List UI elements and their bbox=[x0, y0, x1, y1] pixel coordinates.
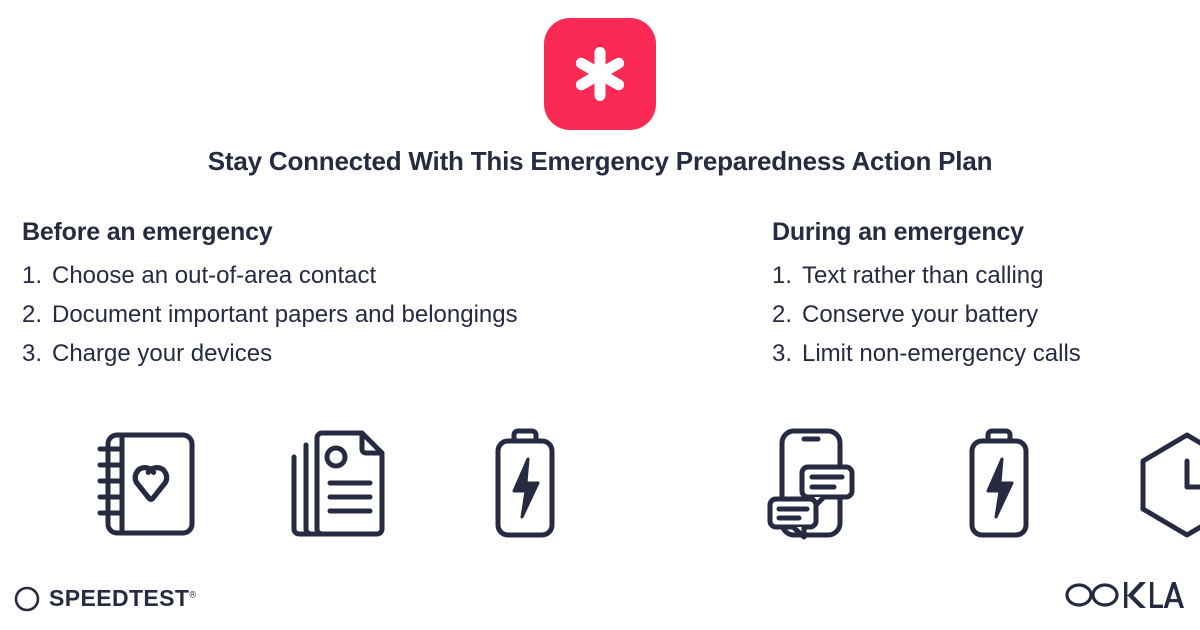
notebook-heart-icon bbox=[86, 421, 212, 547]
list-item bbox=[772, 296, 1192, 335]
list-item-number: 1. bbox=[22, 262, 43, 289]
list-item-number: 3. bbox=[772, 339, 793, 367]
steps-list-during bbox=[772, 257, 1192, 374]
icon-row-before bbox=[86, 418, 526, 550]
asterisk-icon bbox=[569, 43, 631, 105]
icon-cell bbox=[462, 418, 588, 550]
list-item-text: Charge your devices bbox=[52, 339, 273, 367]
ookla-logo bbox=[1064, 580, 1184, 610]
list-item bbox=[772, 257, 1192, 296]
battery-charge-icon bbox=[936, 421, 1062, 547]
steps-list-before bbox=[22, 257, 762, 374]
phone-message-icon bbox=[748, 421, 874, 547]
column-heading-before: Before an emergency bbox=[22, 218, 273, 246]
documents-stack-icon bbox=[274, 421, 400, 547]
page-title: Stay Connected With This Emergency Preparedness Action Plan bbox=[207, 146, 993, 176]
speedtest-trademark: ® bbox=[189, 589, 197, 600]
list-item-text: Conserve your battery bbox=[802, 300, 1039, 328]
icon-cell bbox=[748, 418, 874, 550]
ookla-wordmark-icon bbox=[1064, 580, 1184, 610]
speedtest-brand-text: SPEEDTEST bbox=[49, 585, 190, 611]
list-item-number: 2. bbox=[772, 300, 793, 328]
clock-hexagon-icon bbox=[1124, 421, 1200, 547]
badge-container bbox=[0, 18, 1200, 130]
list-item bbox=[22, 335, 762, 374]
emergency-badge bbox=[544, 18, 656, 130]
icon-cell bbox=[936, 418, 1062, 550]
list-item-text: Document important papers and belongings bbox=[52, 300, 518, 328]
list-item-text: Text rather than calling bbox=[802, 262, 1044, 289]
list-item bbox=[22, 296, 762, 335]
icon-cell bbox=[274, 418, 400, 550]
list-item bbox=[22, 257, 762, 296]
column-before-emergency bbox=[22, 218, 762, 374]
speedtest-wordmark bbox=[49, 585, 196, 612]
list-item-number: 1. bbox=[772, 262, 793, 289]
column-heading-during: During an emergency bbox=[772, 218, 1024, 246]
list-item-text: Limit non-emergency calls bbox=[802, 339, 1081, 367]
icon-cell bbox=[1124, 418, 1200, 550]
list-item-text: Choose an out-of-area contact bbox=[52, 262, 377, 289]
list-item-number: 3. bbox=[22, 339, 43, 367]
speedtest-logo bbox=[14, 585, 196, 612]
list-item-number: 2. bbox=[22, 300, 43, 328]
speedtest-gauge-icon bbox=[14, 586, 40, 612]
battery-charge-icon bbox=[462, 421, 588, 547]
list-item bbox=[772, 335, 1192, 374]
icon-row-during bbox=[748, 418, 1188, 550]
icon-cell bbox=[86, 418, 212, 550]
column-during-emergency bbox=[772, 218, 1192, 374]
